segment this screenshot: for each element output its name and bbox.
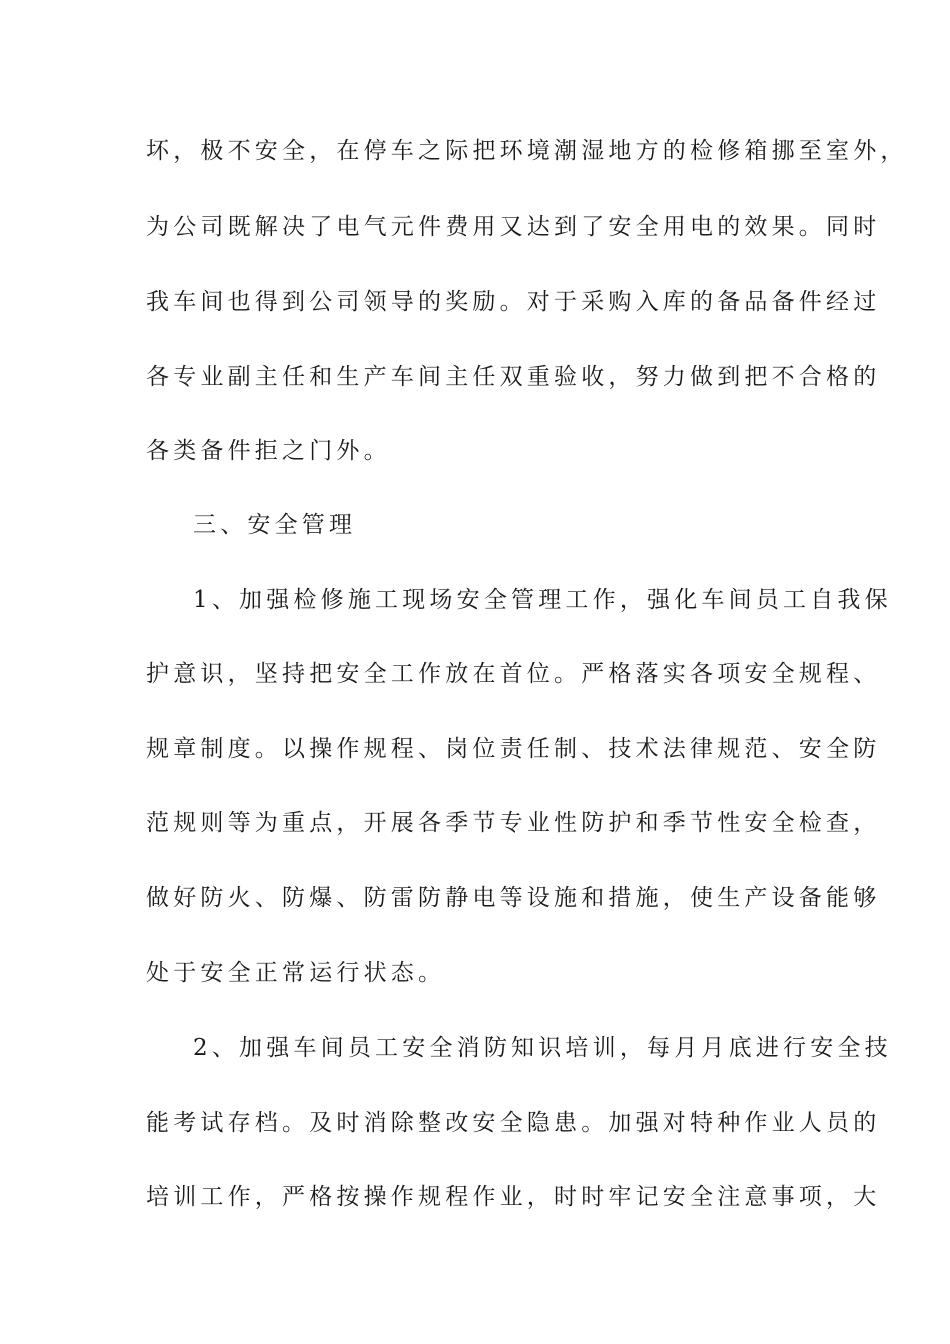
text-line-11: 做好防火、防爆、防雷防静电等设施和措施，使生产设备能够 — [146, 885, 881, 911]
text-line-10: 范规则等为重点，开展各季节专业性防护和季节性安全检查， — [146, 810, 881, 836]
text-line-14: 能考试存档。及时消除整改安全隐患。加强对特种作业人员的 — [146, 1110, 881, 1136]
text-line-7: 1、加强检修施工现场安全管理工作，强化车间员工自我保 — [193, 587, 892, 613]
section-heading: 三、安全管理 — [193, 512, 357, 538]
text-line-9: 规章制度。以操作规程、岗位责任制、技术法律规范、安全防 — [146, 736, 881, 762]
text-line-2: 为公司既解决了电气元件费用又达到了安全用电的效果。同时 — [146, 214, 881, 240]
text-line-15: 培训工作，严格按操作规程作业，时时牢记安全注意事项，大 — [146, 1184, 881, 1210]
text-line-3: 我车间也得到公司领导的奖励。对于采购入库的备品备件经过 — [146, 289, 881, 315]
text-line-1: 坏，极不安全，在停车之际把环境潮湿地方的检修箱挪至室外， — [146, 138, 908, 164]
text-line-5: 各类备件拒之门外。 — [146, 438, 391, 464]
text-line-13: 2、加强车间员工安全消防知识培训，每月月底进行安全技 — [193, 1035, 892, 1061]
text-line-12: 处于安全正常运行状态。 — [146, 960, 446, 986]
text-line-4: 各专业副主任和生产车间主任双重验收，努力做到把不合格的 — [146, 364, 881, 390]
text-line-8: 护意识，坚持把安全工作放在首位。严格落实各项安全规程、 — [146, 661, 881, 687]
